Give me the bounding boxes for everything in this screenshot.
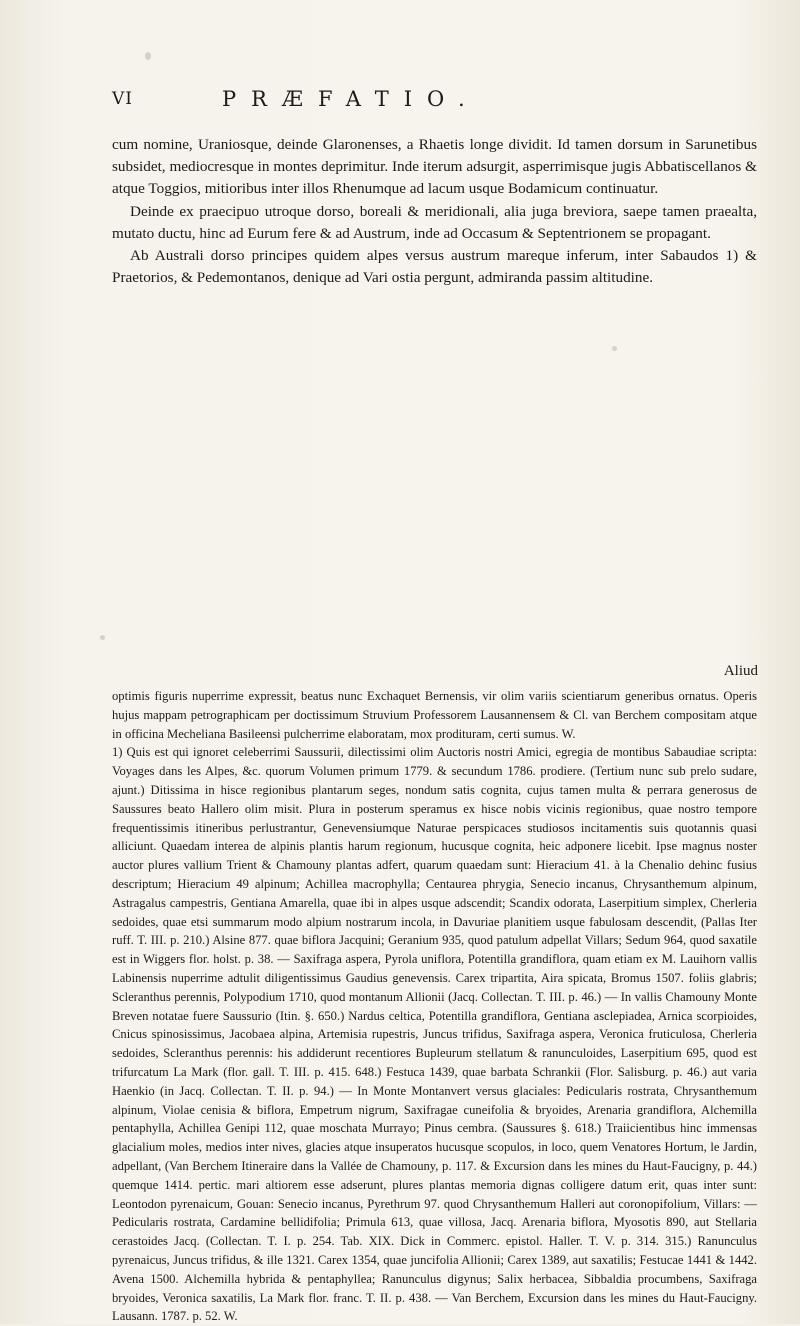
running-head: PRÆFATIO. bbox=[222, 87, 480, 111]
paper-stain bbox=[612, 346, 617, 351]
footnote bbox=[112, 743, 757, 1326]
main-text bbox=[112, 134, 757, 289]
paper-stain bbox=[145, 52, 151, 60]
paper-stain bbox=[100, 635, 105, 640]
footnote-text: Quis est qui ignoret celeberrimi Saussurii, dilectissimi olim Auctoris nostri Amici, egregia de montibus Sabaudiae scripta: Voyages dans les Alpes, &c. quorum Volumen primum 1779. & secundum 1786. prodiere. (Tertium nunc sub prelo sudare, ajunt.) Ditissima in hisce regionibus plantarum seges, nondum satis cognita, cujus tamen multa & perrara generosus de Saussures beato Hallero olim misit. Plura in posterum speramus ex hisce nobis vicinis regionibus, quae nostro tempore frequentissimis itineribus perlustrantur, Genevensiumque Naturae perspicaces studiosos incitamentis suis quotannis quasi alliciunt. Quaedam interea de alpinis plantis harum regionum, hucusque cognita, heic adponere licebit. Ipse magnus noster auctor plures vallium Trient & Chamouny plantas adfert, quarum quaedam sunt: Hieracium 41. à la Chenalio dehinc fusius descriptum; Hieracium 49 alpinum; Achillea macrophylla; Centaurea phrygia, Senecio incanus, Chrysanthemum alpinum, Astragalus campestris, Gentiana Amarella, quae ibi in alpes usque adscendit; Scandix odorata, Laserpitium simplex, Cherleria sedoides, quae etsi summarum modo alpium nostrarum incola, in Davuriae planitiem usque fabulosam descendit, (Pallas Iter ruff. T. III. p. 210.) Alsine 877. quae biflora Jacquini; Geranium 935, quod patulum adpellat Villars; Sedum 964, quod saxatile est in Wiggers flor. holst. p. 38. — Saxifraga aspera, Pyrola uniflora, Potentilla grandiflora, quam etiam ex M. Lauihorn vallis Labinensis nuperrime adtulit diligentissimus Gaudius genevensis. Carex tripartita, Aira spicata, Bromus 1507. foliis glabris; Scleranthus perennis, Polypodium 1710, quod montanum Allionii (Jacq. Collectan. T. III. p. 46.) — In vallis Chamouny Monte Breven notatae fuere Saussurio (Itin. §. 650.) Nardus celtica, Potentilla grandiflora, Gentiana asclepiadea, Arnica scorpioides, Cnicus spinosissimus, Jacobaea alpina, Artemisia rupestris, Juncus trifidus, Saxifraga aspera, Veronica fruticulosa, Cherleria sedoides, Scleranthus perennis: his addiderunt recentiores Bupleurum stellatum & ranunculoides, Laserpitium 695, quod est trifurcatum La Mark (flor. gall. T. III. p. 415. 648.) Festuca 1439, quae barbata Schrankii (Flor. Salisburg. p. 46.) aut varia Haenkio (in Jacq. Collectan. T. II. p. 94.) — In Monte Montanvert versus glaciales: Pedicularis rostrata, Chrysanthemum alpinum, Violae cenisia & biflora, Empetrum nigrum, Saxifragae cuneifolia & bryoides, Arenaria grandiflora, Alchemilla pentaphylla, Achillea Genipi 112, quae moschata Murrayo; Pinus cembra. (Saussures §. 618.) Traiicientibus hinc immensas glacialium moles, medios inter nives, glacies atque insuperatos hucusque scopulos, in loco, quem Venatores Hortum, le Jardin, adpellant, (Van Berchem Itineraire dans la Vallée de Chamouny, p. 117. & Excursion dans les mines du Haut-Faucigny, p. 44.) quemque 1414. pertic. mari altiorem esse adserunt, plures plantas memoria dignas colligere datum erit, quas inter sunt: Leontodon pyrenaicum, Gouan: Senecio incanus, Pyrethrum 97. quod Chrysanthemum Halleri aut coronopifolium, Villars: — Pedicularis rostrata, Cardamine bellidifolia; Primula 613, quae villosa, Jacq. Arenaria biflora, Myosotis 890, aut Stellaria cerastoides Jacq. (Collectan. T. I. p. 254. Tab. XIX. Dick in Commerc. epistol. Haller. T. V. p. 314. 315.) Ranunculus pyrenaicus, Juncus trifidus, & ille 1321. Carex 1354, quae juncifolia Allionii; Carex 1389, aut saxatilis; Festucae 1441 & 1442. Avena 1500. Alchemilla hybrida & pentaphyllea; Ranunculus digynus; Salix herbacea, Sibbaldia procumbens, Saxifraga bryoides, Veronica saxatilis, La Mark flor. franc. T. II. p. 438. — Van Berchem, Excursion dans les mines du Haut-Faucigny. Lausann. 1787. p. 52. W. bbox=[112, 745, 757, 1324]
catchword: Aliud bbox=[723, 663, 758, 679]
page-number: VI bbox=[112, 89, 133, 109]
paragraph: Deinde ex praecipuo utroque dorso, boreali & meridionali, alia juga breviora, saepe tamen praealta, mutato ductu, hinc ad Eurum fere & ad Austrum, inde ad Occasum & Septentrionem se propagant. bbox=[112, 202, 757, 242]
paragraph: cum nomine, Uraniosque, deinde Glaronenses, a Rhaetis longe dividit. Id tamen dorsum in Sarunetibus subsidet, mediocresque in montes deprimitur. Inde iterum adsurgit, asperrimisque jugis Abbatiscellanos & atque Toggios, mitioribus inter illos Rhenumque ad lacum usque Bodamicum continuatur. bbox=[112, 136, 757, 198]
footnote-continuation: optimis figuris nuperrime expressit, beatus nunc Exchaquet Bernensis, vir olim variis scientiarum generibus ornatus. Operis hujus mappam petrographicam per doctissimum Struvium Professorem Lausannensem & Cl. van Berchem compositam atque in officina Mecheliana Basileensi pulcherrime elaboratam, mox prodituram, certi sumus. W. bbox=[112, 689, 757, 741]
footnote-marker: 1) bbox=[112, 745, 123, 760]
paragraph: Ab Australi dorso principes quidem alpes versus austrum mareque inferum, inter Sabaudos 1) & Praetorios, & Pedemontanos, denique ad Vari ostia pergunt, admiranda passim altitudine. bbox=[112, 247, 757, 287]
footnotes bbox=[112, 687, 757, 1326]
page-header bbox=[112, 89, 712, 119]
